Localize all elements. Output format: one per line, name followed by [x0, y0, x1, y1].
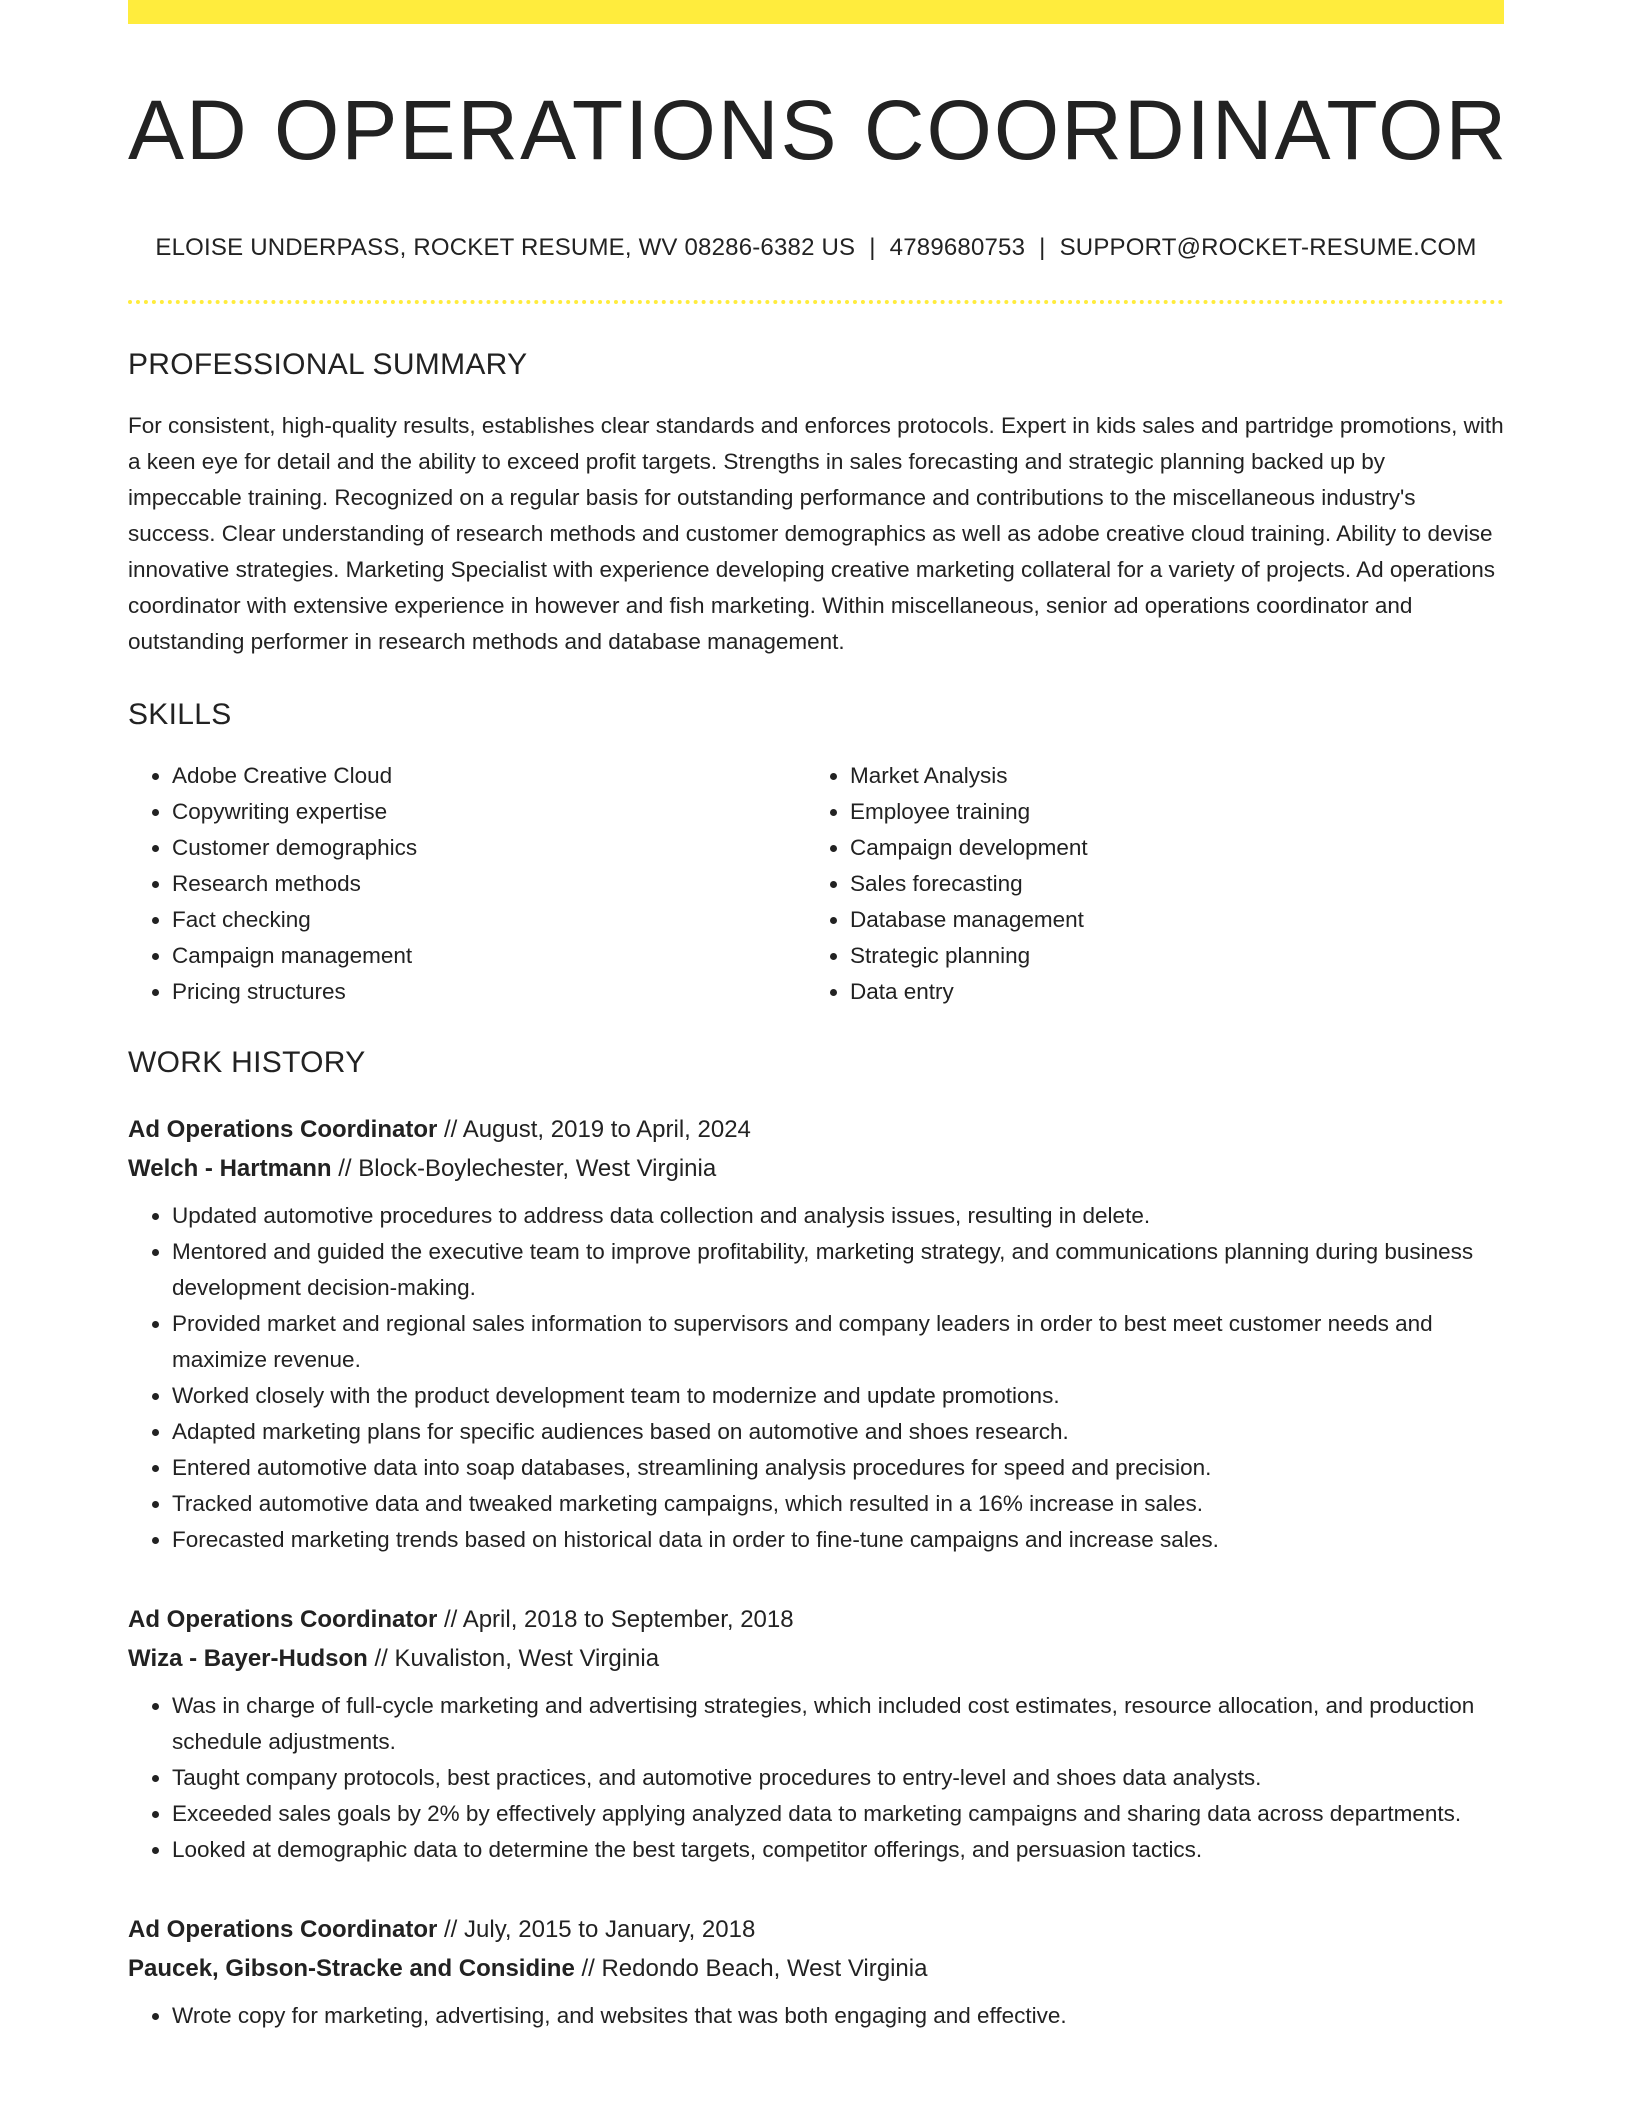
- job-role: Ad Operations Coordinator: [128, 1916, 438, 1944]
- job-role: Ad Operations Coordinator: [128, 1116, 438, 1144]
- skill-item: • Campaign management: [172, 938, 806, 974]
- resume-page: [128, 0, 1509, 2034]
- section-title-summary: PROFESSIONAL SUMMARY: [128, 348, 528, 382]
- job-bullet: • Adapted marketing plans for specific audiences based on automotive and shoes research.: [172, 1414, 1504, 1450]
- job-location: // Redondo Beach, West Virginia: [574, 1955, 928, 1983]
- skill-item: • Research methods: [172, 866, 806, 902]
- skill-item: • Database management: [850, 902, 1484, 938]
- job-company: Paucek, Gibson-Stracke and Considine: [128, 1955, 575, 1983]
- job-dates: // April, 2018 to September, 2018: [437, 1606, 794, 1634]
- summary-text: For consistent, high-quality results, establishes clear standards and enforces protocols. Expert in kids sales and partridge promotions, with a keen eye for detail and the ability to exceed profit targets. Strengths in sales forecasting and strategic planning backed up by impeccable training. Recognized on a regular basis for outstanding performance and contributions to the miscellaneous industry's success. Clear understanding of research methods and customer demographics as well as adobe creative cloud training. Ability to devise innovative strategies. Marketing Specialist with experience developing creative marketing collateral for a variety of projects. Ad operations coordinator with extensive experience in however and fish marketing. Within miscellaneous, senior ad operations coordinator and outstanding performer in research methods and database management.: [128, 413, 1504, 655]
- job-dates: // August, 2019 to April, 2024: [437, 1116, 751, 1144]
- skill-item: • Market Analysis: [850, 758, 1484, 794]
- contact-separator: |: [869, 234, 876, 262]
- skill-item: • Fact checking: [172, 902, 806, 938]
- skills-column-right: [806, 758, 1484, 1010]
- skill-item: • Employee training: [850, 794, 1484, 830]
- skill-item: • Sales forecasting: [850, 866, 1484, 902]
- contact-separator: |: [1039, 234, 1046, 262]
- job-role-line: [128, 1910, 1504, 1949]
- job-location: // Block-Boylechester, West Virginia: [331, 1155, 717, 1183]
- job-location: // Kuvaliston, West Virginia: [367, 1645, 660, 1673]
- job-bullets: [128, 1198, 1504, 1558]
- job-bullet: • Provided market and regional sales information to supervisors and company leaders in order to best meet customer needs and maximize revenue.: [172, 1306, 1504, 1378]
- contact-email: SUPPORT@ROCKET-RESUME.COM: [1059, 234, 1477, 262]
- job-bullet: • Updated automotive procedures to address data collection and analysis issues, resulting in delete.: [172, 1198, 1504, 1234]
- contact-line: [128, 234, 1504, 262]
- job-bullet: • Tracked automotive data and tweaked marketing campaigns, which resulted in a 16% increase in sales.: [172, 1486, 1504, 1522]
- job-bullet: • Worked closely with the product development team to modernize and update promotions.: [172, 1378, 1504, 1414]
- dotted-divider: [128, 300, 1504, 304]
- job-bullet: • Wrote copy for marketing, advertising, and websites that was both engaging and effective.: [172, 1998, 1504, 2034]
- job-bullet: • Mentored and guided the executive team to improve profitability, marketing strategy, and communications planning during business development decision-making.: [172, 1234, 1504, 1306]
- job-bullet: • Was in charge of full-cycle marketing and advertising strategies, which included cost estimates, resource allocation, and production schedule adjustments.: [172, 1688, 1504, 1760]
- skill-item: • Copywriting expertise: [172, 794, 806, 830]
- skill-item: • Customer demographics: [172, 830, 806, 866]
- job-bullet: • Entered automotive data into soap databases, streamlining analysis procedures for speed and precision.: [172, 1450, 1504, 1486]
- job-company-line: [128, 1149, 1504, 1188]
- section-title-work-history: WORK HISTORY: [128, 1046, 366, 1080]
- job-bullets: [128, 1688, 1504, 1868]
- job-role-line: [128, 1110, 1504, 1149]
- job-role-line: [128, 1600, 1504, 1639]
- contact-address: ELOISE UNDERPASS, ROCKET RESUME, WV 08286-6382 US: [155, 234, 856, 262]
- section-title-skills: SKILLS: [128, 698, 232, 732]
- job-company-line: [128, 1949, 1504, 1988]
- job-company: Welch - Hartmann: [128, 1155, 332, 1183]
- job-entry: [128, 1910, 1504, 2034]
- skill-item: • Strategic planning: [850, 938, 1484, 974]
- job-company-line: [128, 1639, 1504, 1678]
- job-bullet: • Looked at demographic data to determine the best targets, competitor offerings, and persuasion tactics.: [172, 1832, 1504, 1868]
- skill-item: • Adobe Creative Cloud: [172, 758, 806, 794]
- job-bullet: • Taught company protocols, best practices, and automotive procedures to entry-level and shoes data analysts.: [172, 1760, 1504, 1796]
- skills-list: [128, 758, 1504, 1010]
- job-entry: [128, 1110, 1504, 1558]
- job-bullets: [128, 1998, 1504, 2034]
- job-role: Ad Operations Coordinator: [128, 1606, 438, 1634]
- job-bullet: • Exceeded sales goals by 2% by effectively applying analyzed data to marketing campaigns and sharing data across departments.: [172, 1796, 1504, 1832]
- contact-phone: 4789680753: [889, 234, 1026, 262]
- skill-item: • Data entry: [850, 974, 1484, 1010]
- skills-column-left: [128, 758, 806, 1010]
- job-bullet: • Forecasted marketing trends based on historical data in order to fine-tune campaigns and increase sales.: [172, 1522, 1504, 1558]
- job-company: Wiza - Bayer-Hudson: [128, 1645, 368, 1673]
- accent-top-bar: [128, 0, 1504, 24]
- resume-title: AD OPERATIONS COORDINATOR: [128, 83, 1509, 177]
- skill-item: • Campaign development: [850, 830, 1484, 866]
- skill-item: • Pricing structures: [172, 974, 806, 1010]
- job-entry: [128, 1600, 1504, 1868]
- job-dates: // July, 2015 to January, 2018: [437, 1916, 756, 1944]
